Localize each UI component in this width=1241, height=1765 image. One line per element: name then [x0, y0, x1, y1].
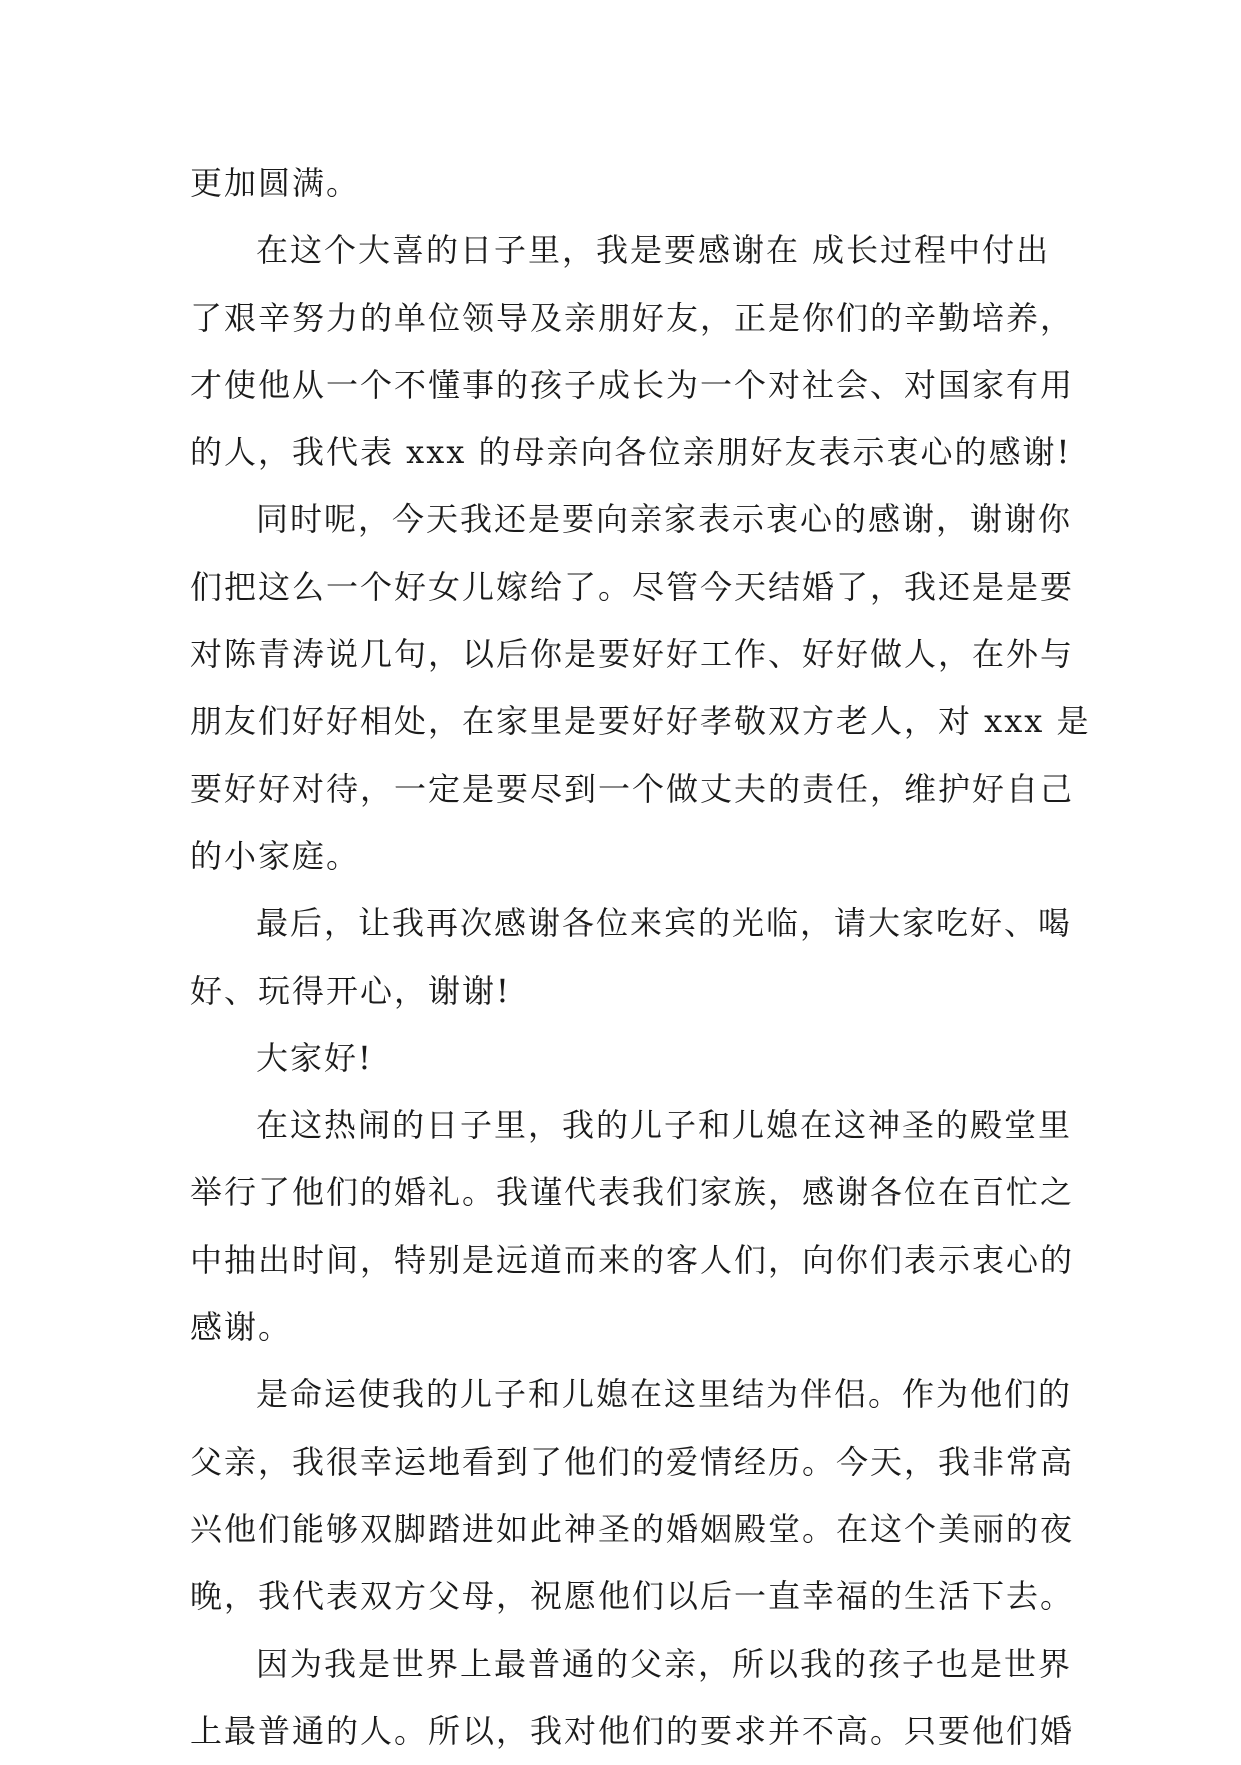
text-line: 更加圆满。: [190, 164, 361, 202]
text-line: 在这热闹的日子里，我的儿子和儿媳在这神圣的殿堂里: [256, 1106, 1073, 1145]
text-line: 了艰辛努力的单位领导及亲朋好友，正是你们的辛勤培养，: [190, 298, 1075, 337]
text-line: 最后，让我再次感谢各位来宾的光临，请大家吃好、喝: [256, 904, 1073, 943]
text-line: 兴他们能够双脚踏进如此神圣的婚姻殿堂。在这个美丽的夜: [190, 1509, 1075, 1548]
document-body: [190, 150, 1091, 1765]
text-line: 的小家庭。: [190, 836, 361, 875]
text-line: 好、玩得开心，谢谢!: [190, 971, 511, 1010]
text-line: 父亲，我很幸运地看到了他们的爱情经历。今天，我非常高: [190, 1442, 1075, 1481]
text-line: 中抽出时间，特别是远道而来的客人们，向你们表示衷心的: [190, 1240, 1075, 1279]
text-line: 要好好对待，一定是要尽到一个做丈夫的责任，维护好自己: [190, 769, 1075, 808]
text-line: 的人，我代表 xxx 的母亲向各位亲朋好友表示衷心的感谢!: [190, 433, 1072, 472]
text-line: 在这个大喜的日子里，我是要感谢在 成长过程中付出: [256, 231, 1051, 270]
text-line: 们把这么一个好女儿嫁给了。尽管今天结婚了，我还是是要: [190, 567, 1075, 606]
text-line: 朋友们好好相处，在家里是要好好孝敬双方老人，对 xxx 是: [190, 702, 1091, 741]
text-line: 感谢。: [190, 1308, 293, 1347]
text-line: 同时呢，今天我还是要向亲家表示衷心的感谢，谢谢你: [256, 500, 1073, 539]
text-line: 因为我是世界上最普通的父亲，所以我的孩子也是世界: [256, 1644, 1073, 1683]
text-line: 晚，我代表双方父母，祝愿他们以后一直幸福的生活下去。: [190, 1577, 1075, 1616]
text-line: 才使他从一个不懂事的孩子成长为一个对社会、对国家有用: [190, 365, 1075, 404]
text-line: 对陈青涛说几句，以后你是要好好工作、好好做人，在外与: [190, 635, 1075, 674]
text-line: 大家好!: [256, 1038, 373, 1077]
text-line: 是命运使我的儿子和儿媳在这里结为伴侣。作为他们的: [256, 1375, 1073, 1414]
text-line: 上最普通的人。所以，我对他们的要求并不高。只要他们婚: [190, 1711, 1075, 1750]
text-line: 举行了他们的婚礼。我谨代表我们家族，感谢各位在百忙之: [190, 1173, 1075, 1212]
